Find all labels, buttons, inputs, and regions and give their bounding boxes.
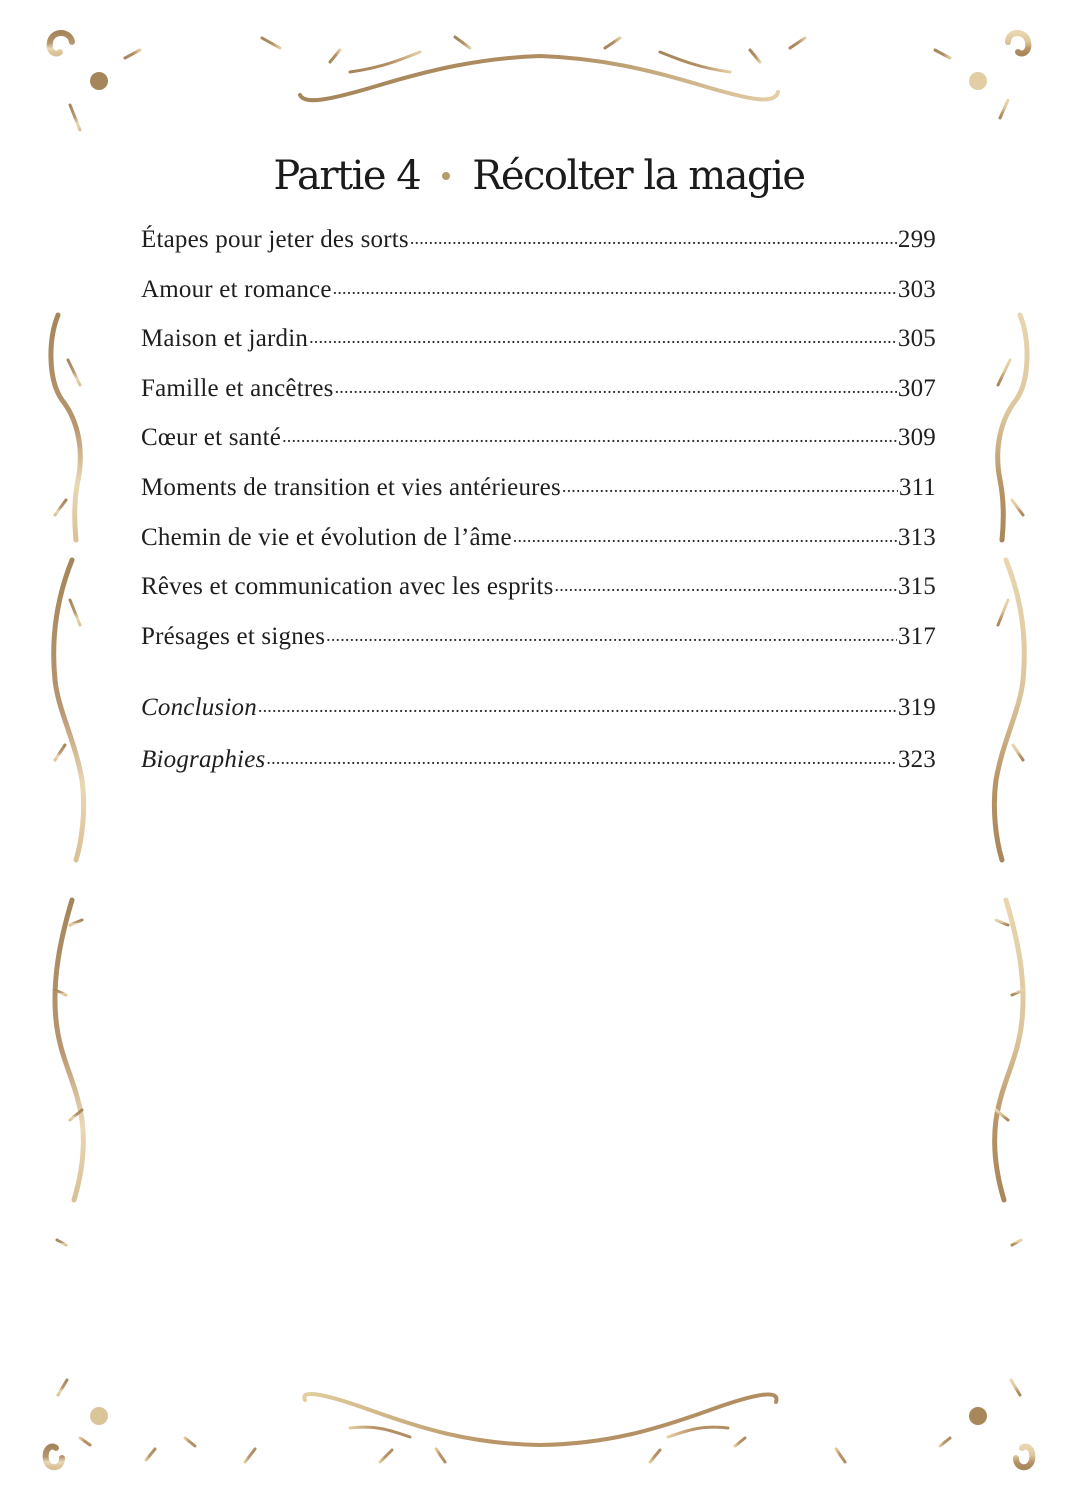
toc-entry-title: Présages et signes — [141, 622, 326, 650]
dot-leader — [258, 690, 897, 715]
toc-entry-page: 299 — [897, 226, 936, 253]
dot-leader — [562, 470, 898, 495]
toc-entry-title: Moments de transition et vies antérieures — [141, 473, 561, 501]
dot-leader — [282, 420, 897, 445]
left-border — [46, 33, 84, 1467]
toc-entry-page: 319 — [897, 694, 936, 722]
toc-entry[interactable] — [141, 612, 936, 662]
dot-leader — [266, 742, 896, 767]
toc-entry-title: Amour et romance — [141, 275, 332, 303]
toc-entry[interactable] — [141, 463, 936, 513]
toc-entry[interactable] — [141, 364, 936, 414]
dot-leader — [513, 520, 897, 545]
toc-entry-title: Conclusion — [141, 694, 257, 722]
part-label: Partie 4 — [273, 153, 421, 199]
dot-leader — [333, 272, 897, 297]
toc-entry[interactable] — [141, 513, 936, 563]
toc-entry-page: 307 — [897, 374, 936, 402]
toc-entry[interactable] — [141, 265, 936, 315]
dot-leader — [309, 321, 897, 346]
toc-entry-title: Maison et jardin — [141, 325, 309, 353]
corner-dot — [90, 1407, 108, 1425]
right-border — [994, 33, 1032, 1467]
toc-entry-title: Rêves et communication avec les esprits — [141, 573, 554, 601]
toc-entry-page: 323 — [897, 745, 936, 773]
toc-entry[interactable] — [141, 413, 936, 463]
bullet-separator-icon — [442, 172, 450, 180]
toc-entry-biographies[interactable] — [141, 733, 936, 786]
dot-leader — [555, 569, 897, 594]
toc-entry-page: 305 — [897, 325, 936, 353]
toc-entry-title: Étapes pour jeter des sorts — [141, 226, 409, 253]
page-title — [0, 150, 1078, 202]
bottom-border — [78, 1394, 1000, 1462]
dot-leader — [335, 371, 897, 396]
toc-entry-page: 311 — [898, 473, 936, 501]
toc-entry-page: 317 — [897, 622, 936, 650]
table-of-contents — [141, 215, 936, 786]
dot-leader — [326, 619, 897, 644]
corner-dot — [969, 1407, 987, 1425]
toc-entry-page: 313 — [897, 523, 936, 551]
toc-entry[interactable] — [141, 215, 936, 265]
toc-entry[interactable] — [141, 562, 936, 612]
corner-dot — [90, 72, 108, 90]
part-title: Récolter la magie — [472, 153, 805, 199]
corner-dot — [969, 72, 987, 90]
toc-entry-title: Cœur et santé — [141, 424, 282, 452]
toc-entry-title: Chemin de vie et évolution de l’âme — [141, 523, 512, 551]
toc-entry[interactable] — [141, 314, 936, 364]
top-border — [78, 37, 1000, 100]
toc-entry-page: 315 — [897, 573, 936, 601]
toc-entry-title: Famille et ancêtres — [141, 374, 334, 402]
toc-entry-page: 309 — [897, 424, 936, 452]
toc-entry-title: Biographies — [141, 745, 266, 773]
dot-leader — [410, 222, 897, 247]
toc-entry-page: 303 — [897, 275, 936, 303]
toc-entry-conclusion[interactable] — [141, 683, 936, 733]
